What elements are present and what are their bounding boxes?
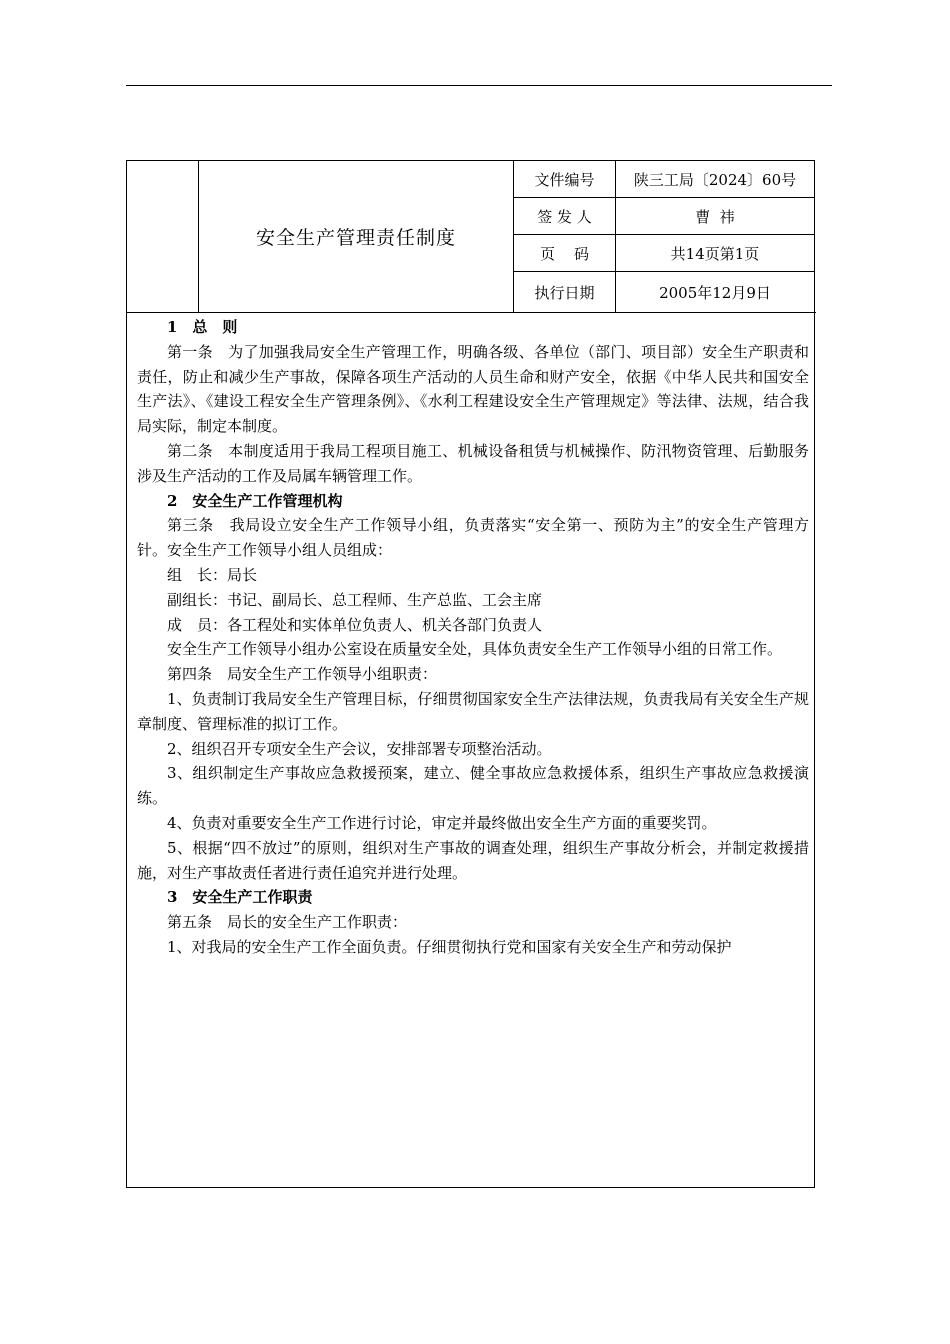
meta-label: 文件编号 bbox=[514, 161, 616, 197]
paragraph: 1、负责制订我局安全生产管理目标，仔细贯彻国家安全生产法律法规，负责我局有关安全生产规章制度、管理标准的拟订工作。 bbox=[137, 689, 809, 733]
paragraph: 安全生产工作领导小组办公室设在质量安全处，具体负责安全生产工作领导小组的日常工作。 bbox=[167, 640, 783, 659]
section-heading: 2 安全生产工作管理机构 bbox=[167, 491, 343, 510]
meta-value: 2005年12月9日 bbox=[659, 283, 771, 302]
meta-row-effective-date bbox=[514, 272, 814, 312]
meta-row-file-number bbox=[514, 161, 814, 198]
meta-value: 曹 祎 bbox=[695, 207, 735, 226]
meta-row-issuer bbox=[514, 198, 814, 235]
title-cell bbox=[199, 161, 514, 312]
document-body bbox=[137, 315, 809, 960]
paragraph: 组 长：局长 bbox=[167, 565, 258, 584]
meta-table bbox=[514, 161, 814, 312]
paragraph: 1、对我局的安全生产工作全面负责。仔细贯彻执行党和国家有关安全生产和劳动保护 bbox=[167, 937, 732, 956]
logo-cell bbox=[127, 161, 199, 312]
paragraph: 第一条 为了加强我局安全生产管理工作，明确各级、各单位（部门、项目部）安全生产职责和责任，防止和减少生产事故，保障各项生产活动的人员生命和财产安全，依据《中华人民共和国安全生产法》、《建设工程安全生产管理条例》、《水利工程建设安全生产管理规定》等法律、法规，结合我局实际，制定本制度。 bbox=[137, 342, 809, 436]
paragraph: 2、组织召开专项安全生产会议，安排部署专项整治活动。 bbox=[167, 739, 552, 758]
paragraph: 第四条 局安全生产工作领导小组职责： bbox=[167, 665, 438, 684]
paragraph: 第三条 我局设立安全生产工作领导小组，负责落实“安全第一、预防为主”的安全生产管理方针。安全生产工作领导小组人员组成： bbox=[137, 516, 809, 560]
paragraph: 5、根据“四不放过”的原则，组织对生产事故的调查处理，组织生产事故分析会，并制定救援措施，对生产事故责任者进行责任追究并进行处理。 bbox=[137, 838, 809, 882]
meta-value: 陕三工局〔2024〕60号 bbox=[633, 170, 797, 189]
meta-label: 页 码 bbox=[514, 235, 616, 271]
paragraph: 副组长：书记、副局长、总工程师、生产总监、工会主席 bbox=[167, 590, 543, 609]
paragraph: 3、组织制定生产事故应急救援预案，建立、健全事故应急救援体系，组织生产事故应急救援演练。 bbox=[137, 764, 809, 808]
document-frame bbox=[126, 160, 815, 1188]
paragraph: 4、负责对重要安全生产工作进行讨论，审定并最终做出安全生产方面的重要奖罚。 bbox=[167, 813, 717, 832]
meta-label: 执行日期 bbox=[514, 272, 616, 312]
paragraph: 第二条 本制度适用于我局工程项目施工、机械设备租赁与机械操作、防汛物资管理、后勤服务涉及生产活动的工作及局属车辆管理工作。 bbox=[137, 441, 809, 485]
paragraph: 第五条 局长的安全生产工作职责： bbox=[167, 913, 408, 932]
document-header-table bbox=[127, 161, 816, 313]
meta-label: 签 发 人 bbox=[514, 198, 616, 234]
document-title: 安全生产管理责任制度 bbox=[255, 227, 456, 249]
section-heading: 1 总 则 bbox=[167, 318, 238, 336]
header-rule bbox=[126, 85, 832, 86]
section-heading: 3 安全生产工作职责 bbox=[167, 888, 313, 907]
meta-value: 共14页第1页 bbox=[670, 244, 760, 263]
meta-row-page bbox=[514, 235, 814, 272]
paragraph: 成 员：各工程处和实体单位负责人、机关各部门负责人 bbox=[167, 615, 543, 634]
